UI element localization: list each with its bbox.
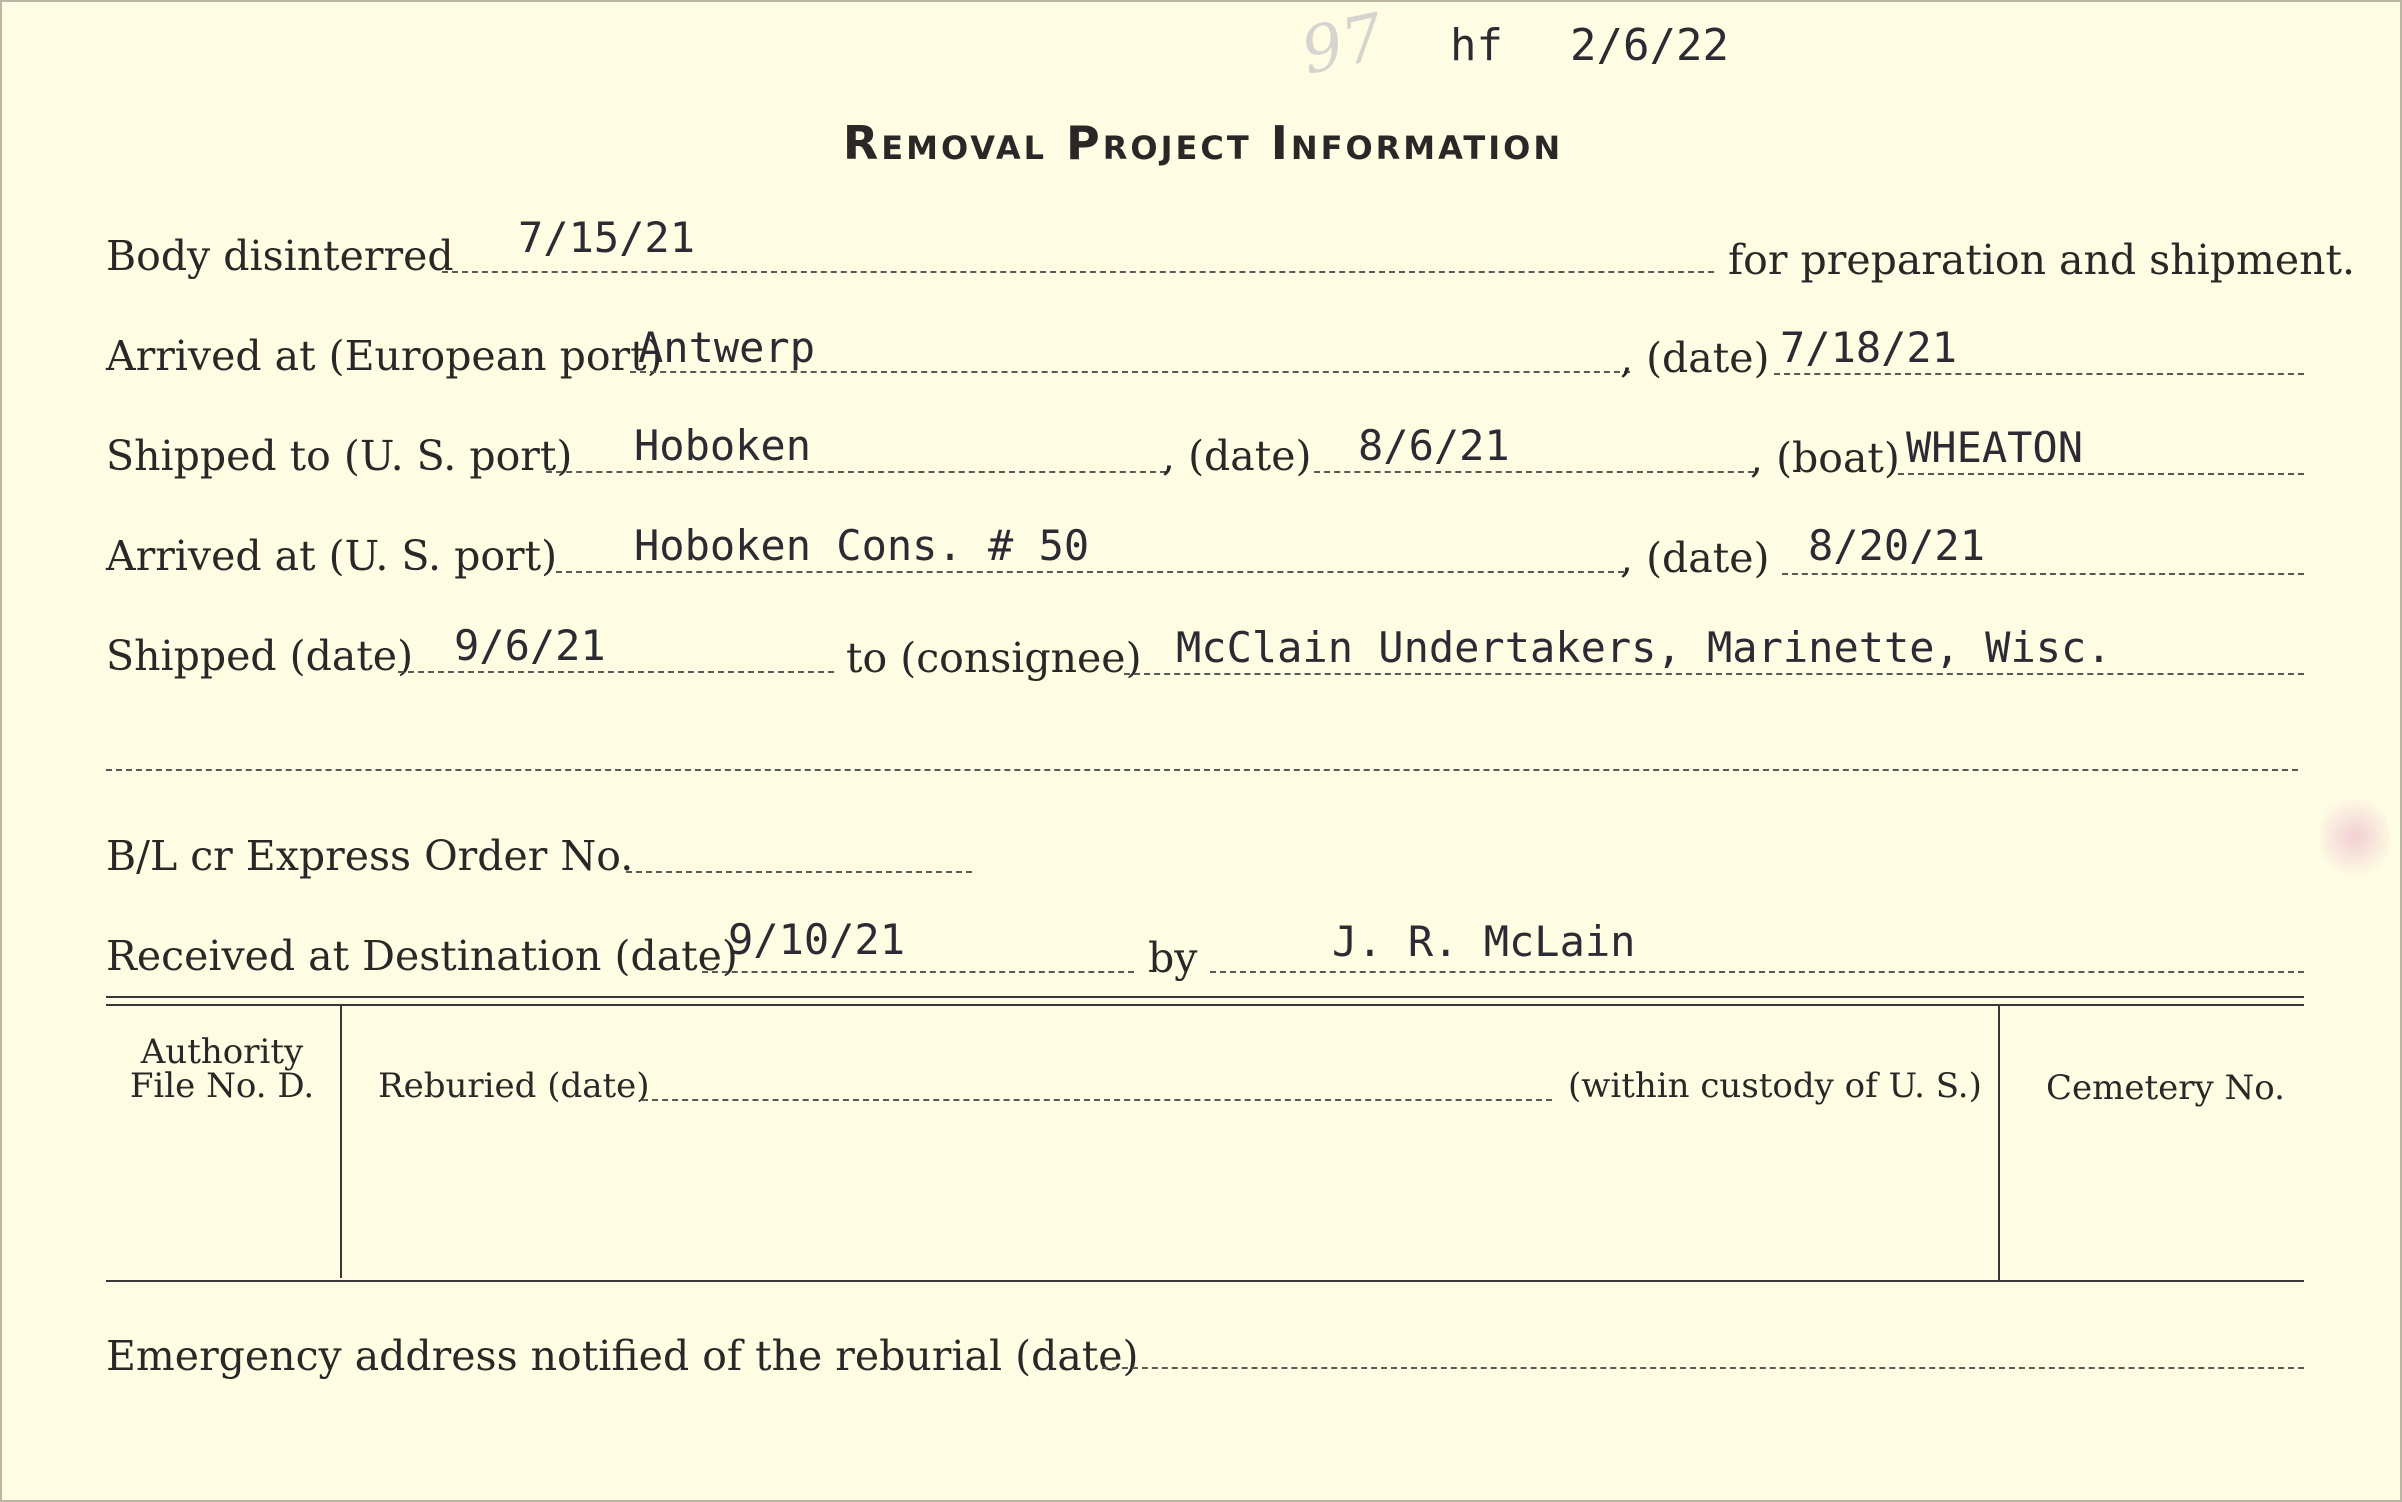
bl-order-label: B/L cr Express Order No. xyxy=(106,832,634,880)
shipped-us-date-line xyxy=(1314,471,1754,473)
arrived-european-date-line xyxy=(1774,373,2304,375)
body-disinterred-suffix: for preparation and shipment. xyxy=(1728,236,2356,284)
body-disinterred-date[interactable]: 7/15/21 xyxy=(518,213,696,262)
table-top-rule xyxy=(106,996,2304,998)
shipped-us-date-label: , (date) xyxy=(1162,432,1312,480)
received-date[interactable]: 9/10/21 xyxy=(728,915,906,964)
header-date: 2/6/22 xyxy=(1570,20,1729,71)
pencil-mark: 97 xyxy=(1295,0,1391,90)
arrived-european-date-label: , (date) xyxy=(1620,334,1770,382)
shipped-us-boat[interactable]: WHEATON xyxy=(1906,423,2084,472)
body-disinterred-line xyxy=(442,271,1714,273)
custody-label: (within custody of U. S.) xyxy=(1568,1066,1982,1106)
authority-file-label: File No. D. xyxy=(129,1066,315,1106)
header-initials: hf xyxy=(1450,20,1503,71)
emergency-line[interactable] xyxy=(1102,1367,2304,1369)
arrived-european-label: Arrived at (European port) xyxy=(106,332,663,380)
shipped-us-date[interactable]: 8/6/21 xyxy=(1358,421,1510,470)
arrived-us-date[interactable]: 8/20/21 xyxy=(1808,521,1986,570)
shipped-us-label: Shipped to (U. S. port) xyxy=(106,432,573,480)
shipped-date-line xyxy=(398,671,834,673)
arrived-us-port-line xyxy=(556,571,1624,573)
arrived-us-date-line xyxy=(1782,573,2304,575)
shipped-date[interactable]: 9/6/21 xyxy=(454,621,606,670)
bl-order-line[interactable] xyxy=(626,871,972,873)
arrived-us-port[interactable]: Hoboken Cons. # 50 xyxy=(634,521,1090,570)
reburied-label: Reburied (date) xyxy=(378,1066,650,1106)
shipped-date-label: Shipped (date) xyxy=(106,632,414,680)
table-divider-left xyxy=(340,1006,342,1278)
cemetery-label: Cemetery No. xyxy=(2046,1068,2285,1108)
received-by[interactable]: J. R. McLain xyxy=(1332,917,1636,966)
shipped-us-port[interactable]: Hoboken xyxy=(634,421,812,470)
emergency-label: Emergency address notified of the reburial (date) xyxy=(106,1332,1139,1380)
received-date-line xyxy=(702,971,1134,973)
table-bottom-rule xyxy=(106,1280,2304,1282)
blank-line xyxy=(106,769,2298,771)
body-disinterred-label: Body disinterred xyxy=(106,232,454,280)
received-date-label: Received at Destination (date) xyxy=(106,932,738,980)
arrived-european-port[interactable]: Antwerp xyxy=(638,323,816,372)
authority-label: Authority xyxy=(140,1032,304,1072)
reburied-line[interactable] xyxy=(642,1099,1552,1101)
consignee[interactable]: McClain Undertakers, Marinette, Wisc. xyxy=(1176,623,2112,672)
table-divider-right xyxy=(1998,1006,2000,1282)
received-by-line xyxy=(1210,971,2304,973)
arrived-us-label: Arrived at (U. S. port) xyxy=(106,532,558,580)
shipped-us-boat-line xyxy=(1898,473,2304,475)
table-top-rule-2 xyxy=(106,1004,2304,1006)
shipped-us-boat-label: , (boat) xyxy=(1750,434,1900,482)
shipped-us-port-line xyxy=(546,471,1166,473)
received-by-label: by xyxy=(1148,934,1198,982)
consignee-line xyxy=(1124,673,2304,675)
arrived-us-date-label: , (date) xyxy=(1620,534,1770,582)
arrived-european-date[interactable]: 7/18/21 xyxy=(1780,323,1958,372)
card-title: Removal Project Information xyxy=(842,116,1564,170)
consignee-label: to (consignee) xyxy=(846,634,1142,682)
stamp-smudge xyxy=(2320,792,2390,882)
